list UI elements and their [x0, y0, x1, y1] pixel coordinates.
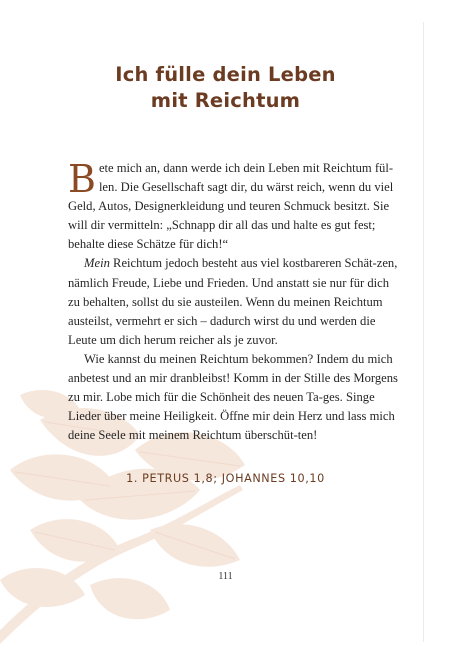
paragraph-3-text: Wie kannst du meinen Reichtum bekommen? Indem du mich anbetest und an mir dranbleibst! Komm in der Stille des Morgens zu mir. Lobe mich für die Schönheit des neuen Ta-ges. Singe Lieder über meine Heiligkeit. Öffne mir dein Herz und lass mich deine Seele mit meinem Reichtum überschüt-ten! [68, 351, 398, 443]
title-line-2: mit Reichtum [150, 89, 301, 112]
drop-cap: B [68, 157, 96, 201]
paragraph-2-text: Reichtum jedoch besteht aus viel kostbareren Schät-zen, nämlich Freude, Liebe und Frieden. Und anstatt sie nur für dich zu behalten, sollst du sie austeilen. Wenn du meinen Reichtum austeilst, vermehrt er sich – dadurch wirst du und werden die Leute um dich herum reicher als je zuvor. [68, 256, 398, 347]
page-edge-line [423, 22, 424, 642]
bible-reference: 1. PETRUS 1,8; JOHANNES 10,10 [126, 472, 325, 485]
page-number: 111 [218, 571, 233, 582]
paragraph-3 [68, 350, 400, 445]
paragraph-2-lead: Mein [84, 256, 110, 271]
title-line-1: Ich fülle dein Leben [115, 63, 336, 86]
paragraph-1-text: ete mich an, dann werde ich dein Leben mit Reichtum fül-len. Die Gesellschaft sagt dir, du wärst reich, wenn du viel Geld, Autos, Designerkleidung und teuren Schmuck besitzt. Sie will dir vermitteln: „Schnapp dir all das und halte es gut fest; behalte diese Schätze für dich!“ [68, 161, 394, 252]
devotional-text [68, 159, 400, 445]
paragraph-1 [68, 159, 400, 254]
paragraph-2 [68, 254, 400, 349]
page-title [0, 62, 451, 114]
